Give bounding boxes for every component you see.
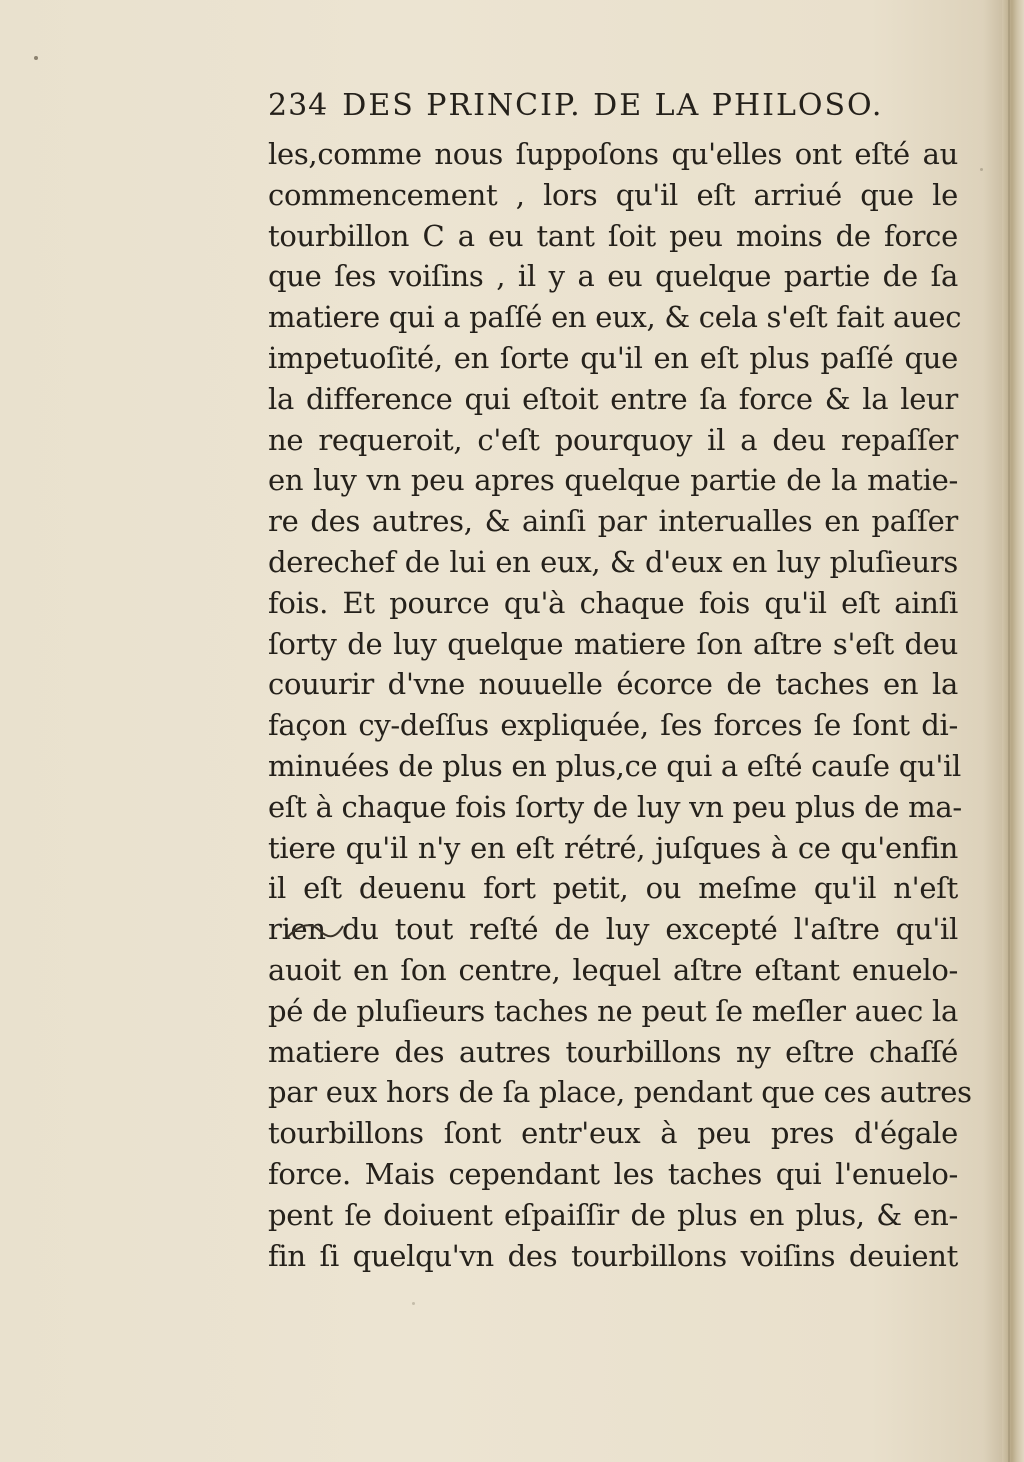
text-line: que ſes voiſins , il y a eu quelque partie de ſa	[268, 259, 958, 294]
text-line: tiere qu'il n'y en eſt rétré, juſques à ce qu'enfin	[268, 830, 958, 865]
page-edge-line	[1008, 0, 1010, 1462]
text-line: en luy vn peu apres quelque partie de la matie-	[268, 463, 958, 498]
text-line: re des autres, & ainſi par interualles en paſſer	[268, 504, 958, 539]
text-line: pent ſe doiuent eſpaiſſir de plus en plus, & en-	[268, 1197, 958, 1232]
text-line: la difference qui eſtoit entre ſa force & la leur	[268, 381, 958, 416]
text-line: tourbillons ſont entr'eux à peu pres d'égale	[268, 1116, 958, 1151]
text-line: ſorty de luy quelque matiere ſon aſtre s'eſt deu	[268, 626, 958, 661]
paper-speck	[980, 168, 983, 171]
running-head	[268, 88, 958, 134]
page-number: 234	[268, 88, 329, 123]
text-line: couurir d'vne nouuelle écorce de taches en la	[268, 667, 958, 702]
paper-speck	[34, 56, 38, 60]
text-line: minuées de plus en plus,ce qui a eſté cauſe qu'il	[268, 748, 961, 783]
body-text	[268, 134, 972, 1276]
text-line: commencement , lors qu'il eſt arriué que le	[268, 177, 958, 212]
text-line: auoit en ſon centre, lequel aſtre eſtant enuelo-	[268, 952, 958, 987]
text-line: matiere qui a paſſé en eux, & cela s'eſt fait auec	[268, 300, 962, 335]
text-line: force. Mais cependant les taches qui l'enuelo-	[268, 1156, 958, 1191]
text-line: impetuoſité, en ſorte qu'il en eſt plus paſſé que	[268, 340, 958, 375]
text-line: tourbillon C a eu tant ſoit peu moins de force	[268, 218, 958, 253]
text-line: il eſt deuenu fort petit, ou meſme qu'il n'eſt	[268, 871, 958, 906]
text-line: matiere des autres tourbillons ny eſtre chaſſé	[268, 1034, 958, 1069]
text-line: ne requeroit, c'eſt pourquoy il a deu repaſſer	[268, 422, 958, 457]
text-line: derechef de lui en eux, & d'eux en luy pluſieurs	[268, 544, 958, 579]
ink-flourish-mark	[285, 918, 345, 944]
text-line: par eux hors de ſa place, pendant que ces autres	[268, 1075, 972, 1110]
text-line: pé de pluſieurs taches ne peut ſe meſler auec la	[268, 993, 958, 1028]
page-edge	[1002, 0, 1024, 1462]
text-block	[268, 88, 972, 1276]
text-line: rien du tout reſté de luy excepté l'aſtre qu'il	[268, 912, 958, 947]
text-line: les,comme nous ſuppoſons qu'elles ont eſté au	[268, 137, 958, 171]
paper-speck	[412, 1302, 415, 1305]
text-line: eſt à chaque fois ſorty de luy vn peu plus de ma-	[268, 789, 962, 824]
text-line: fin ſi quelqu'vn des tourbillons voiſins deuient	[268, 1238, 958, 1273]
text-line: façon cy-deſſus expliquée, ſes forces ſe ſont di-	[268, 708, 958, 743]
running-title: DES PRINCIP. DE LA PHILOSO.	[342, 88, 884, 123]
text-line: fois. Et pource qu'à chaque fois qu'il eſt ainſi	[268, 585, 958, 620]
